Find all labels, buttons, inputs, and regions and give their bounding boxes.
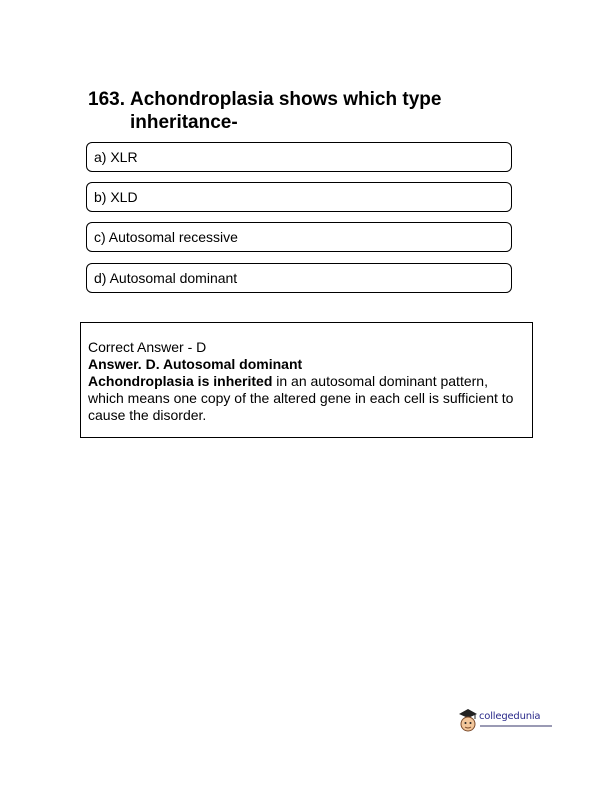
explanation-line-3: cause the disorder. (88, 407, 207, 423)
answer-heading: Answer. D. Autosomal dominant (88, 356, 303, 372)
explanation-rest: in an autosomal dominant pattern, (272, 373, 488, 389)
question-text-2: inheritance- (130, 112, 238, 133)
question (88, 88, 441, 134)
collegedunia-logo (457, 707, 557, 737)
explanation-line-2: which means one copy of the altered gene in each cell is sufficient to (88, 390, 514, 406)
correct-answer: Correct Answer - D (88, 339, 207, 355)
logo-tagline (480, 725, 552, 727)
question-line-1 (88, 88, 441, 111)
logo-text: collegedunia (479, 711, 541, 722)
explanation-line-1 (88, 373, 532, 390)
question-number: 163. (88, 89, 125, 110)
question-text-1: Achondroplasia shows which type (130, 89, 442, 110)
option-c[interactable]: c) Autosomal recessive (86, 222, 512, 252)
option-a[interactable]: a) XLR (86, 142, 512, 172)
mascot-icon (457, 707, 479, 735)
option-b[interactable]: b) XLD (86, 182, 512, 212)
explanation-bold: Achondroplasia is inherited (88, 373, 273, 389)
answer-box (80, 322, 533, 438)
option-d[interactable]: d) Autosomal dominant (86, 263, 512, 293)
